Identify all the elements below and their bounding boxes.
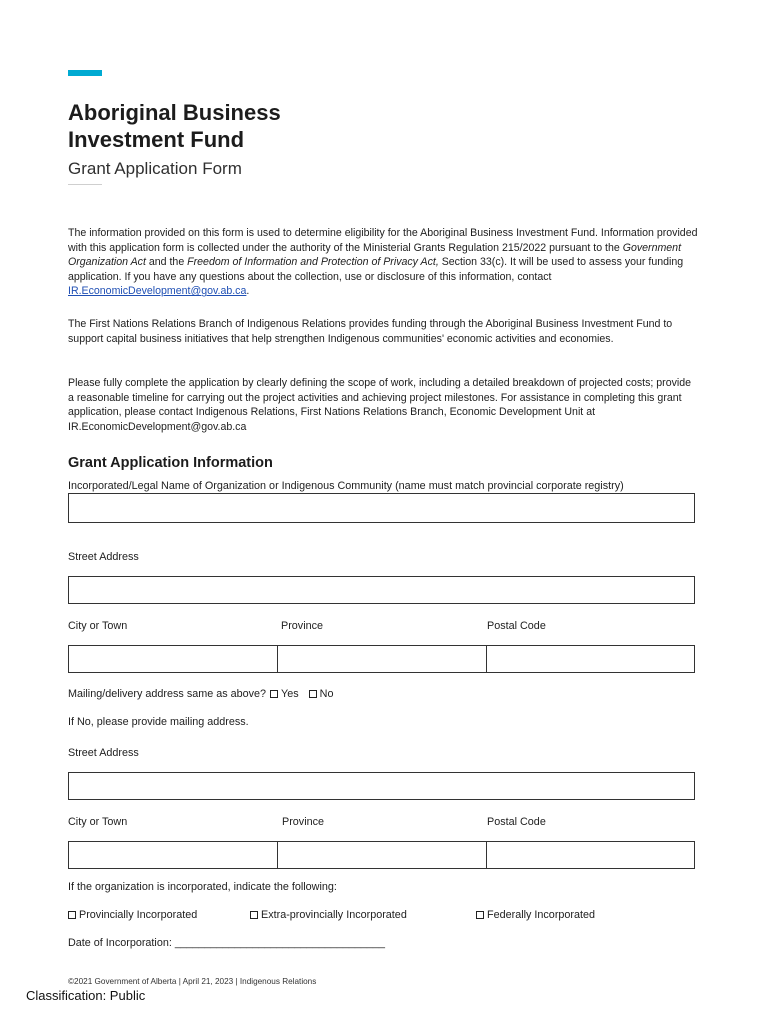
street-address-field[interactable] — [68, 576, 695, 604]
date-of-incorporation-field[interactable]: Date of Incorporation: ___________________________________ — [68, 937, 385, 949]
page-title — [68, 99, 281, 153]
mailing-same-question: Mailing/delivery address same as above? — [68, 688, 267, 700]
city-label: City or Town — [68, 620, 128, 632]
page-footer: ©2021 Government of Alberta | April 21, 2023 | Indigenous Relations — [68, 977, 317, 986]
intro-text: The information provided on this form is used to determine eligibility for the Aboriginal Business Investment Fund. Information provided with this application form is collected under the authority of the Ministerial Grants Regulation 215/2022 pursuant to the — [68, 227, 698, 254]
intro-paragraph-privacy — [68, 226, 698, 299]
subtitle-divider — [68, 184, 102, 185]
yes-label: Yes — [281, 688, 299, 700]
mailing-street-field[interactable] — [68, 772, 695, 800]
mailing-same-row — [68, 688, 333, 700]
title-line-1: Aboriginal Business — [68, 100, 281, 125]
extra-provincially-option — [246, 909, 407, 921]
city-field[interactable] — [69, 646, 278, 672]
accent-bar — [68, 70, 102, 76]
address-fields-row — [68, 645, 695, 673]
classification-label: Classification: Public — [26, 988, 146, 1003]
extra-provincially-checkbox[interactable] — [250, 911, 258, 919]
mailing-street-label: Street Address — [68, 747, 139, 759]
postal-code-label: Postal Code — [487, 620, 546, 632]
provincially-label: Provincially Incorporated — [79, 909, 198, 921]
intro-text: and the — [145, 256, 188, 269]
no-label: No — [319, 688, 334, 700]
intro-text: . — [246, 285, 250, 298]
provincially-option — [64, 909, 197, 921]
act-name: Freedom of Information and Protection of Privacy Act, — [187, 256, 439, 269]
intro-paragraph-funding: The First Nations Relations Branch of Indigenous Relations provides funding through the Aboriginal Business Investment Fund to support capital business initiatives that help strengthen Indigenous communities' economic activities and economies. — [68, 318, 673, 345]
province-label: Province — [281, 620, 324, 632]
if-no-instruction: If No, please provide mailing address. — [68, 716, 249, 728]
mailing-city-label: City or Town — [68, 816, 128, 828]
mailing-province-field[interactable] — [278, 842, 487, 868]
org-name-label: Incorporated/Legal Name of Organization or Indigenous Community (name must match provincial corporate registry) — [68, 480, 624, 492]
mailing-postal-field[interactable] — [487, 842, 694, 868]
org-name-field[interactable] — [68, 493, 695, 523]
federally-label: Federally Incorporated — [487, 909, 596, 921]
province-field[interactable] — [278, 646, 487, 672]
mailing-postal-label: Postal Code — [487, 816, 546, 828]
mailing-address-fields-row — [68, 841, 695, 869]
federally-checkbox[interactable] — [476, 911, 484, 919]
title-line-2: Investment Fund — [68, 127, 245, 152]
yes-checkbox[interactable] — [270, 690, 278, 698]
provincially-checkbox[interactable] — [68, 911, 76, 919]
section-title: Grant Application Information — [68, 455, 273, 471]
street-address-label: Street Address — [68, 551, 139, 563]
mailing-province-label: Province — [282, 816, 325, 828]
mailing-city-field[interactable] — [69, 842, 278, 868]
page-subtitle: Grant Application Form — [68, 159, 242, 178]
no-checkbox[interactable] — [309, 690, 317, 698]
intro-paragraph-instructions: Please fully complete the application by clearly defining the scope of work, including a detailed breakdown of projected costs; provide a reasonable timeline for carrying out the project activities and achieving project milestones. For assistance in completing this grant application, please contact Indigenous Relations, First Nations Relations Branch, Economic Development Unit at IR.EconomicDevelopment@gov.ab.ca — [68, 377, 692, 433]
contact-email-link[interactable]: IR.EconomicDevelopment@gov.ab.ca — [68, 285, 247, 298]
postal-code-field[interactable] — [487, 646, 694, 672]
act-name: Government Organization Act — [68, 241, 682, 269]
intro-text: Section 33(c). It will be used to assess your funding application. If you have any questions about the collection, use or disclosure of this information, contact — [68, 256, 684, 283]
incorporated-question: If the organization is incorporated, indicate the following: — [68, 881, 337, 893]
federally-option — [472, 909, 595, 921]
extra-provincially-label: Extra-provincially Incorporated — [261, 909, 407, 921]
